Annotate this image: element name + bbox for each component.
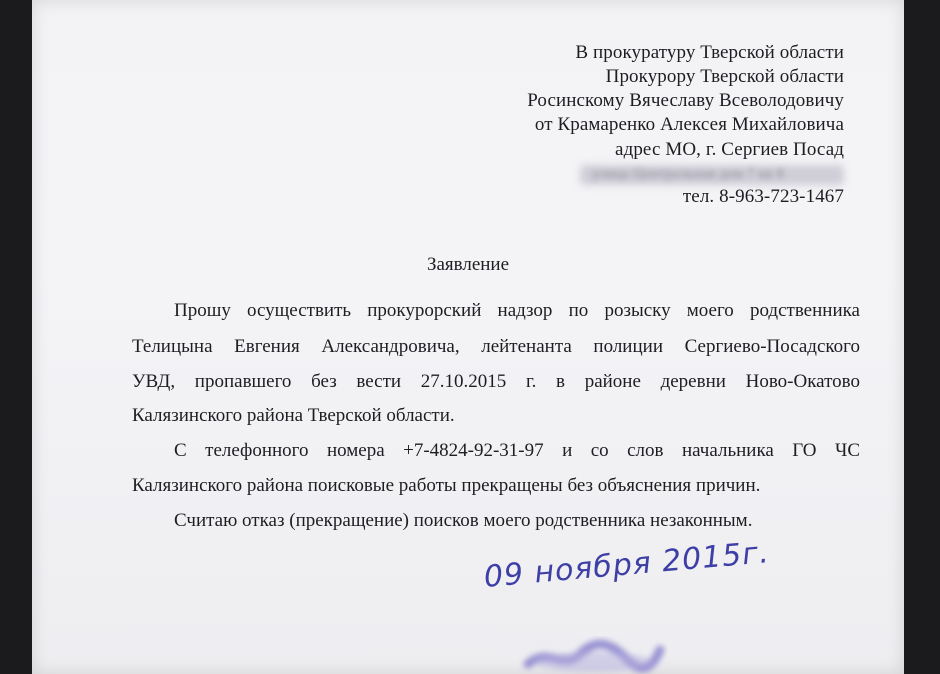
handwritten-date: 09 ноября 2015г. — [482, 535, 771, 595]
sender-address: адрес МО, г. Сергиев Посад — [615, 139, 844, 160]
body-line: Телицына Евгения Александровича, лейтенанта полиции Сергиево-Посадского — [132, 336, 860, 357]
addressee-name: Росинскому Вячеславу Всеволодовичу — [527, 90, 844, 111]
body-line: Калязинского района поисковые работы прекращены без объяснения причин. — [132, 475, 761, 496]
sender-name: от Крамаренко Алексея Михайловича — [534, 114, 844, 135]
sender-phone: тел. 8-963-723-1467 — [682, 186, 844, 207]
addressee-office: В прокуратуру Тверской области — [575, 42, 844, 63]
document-title: Заявление — [426, 254, 510, 275]
body-line: Калязинского района Тверской области. — [132, 405, 455, 426]
body-line: С телефонного номера +7-4824-92-31-97 и со слов начальника ГО ЧС — [174, 440, 860, 461]
body-line: УВД, пропавшего без вести 27.10.2015 г. в районе деревни Ново-Окатово — [132, 371, 860, 392]
addressee-title: Прокурору Тверской области — [605, 66, 844, 87]
signature-image — [518, 636, 668, 674]
redacted-address-line: улица Центральная дом 7 кв 8 — [592, 166, 784, 182]
body-line: Считаю отказ (прекращение) поисков моего родственника незаконным. — [174, 510, 753, 531]
document-sheet — [32, 0, 904, 674]
body-line: Прошу осуществить прокурорский надзор по розыску моего родственника — [174, 300, 860, 321]
